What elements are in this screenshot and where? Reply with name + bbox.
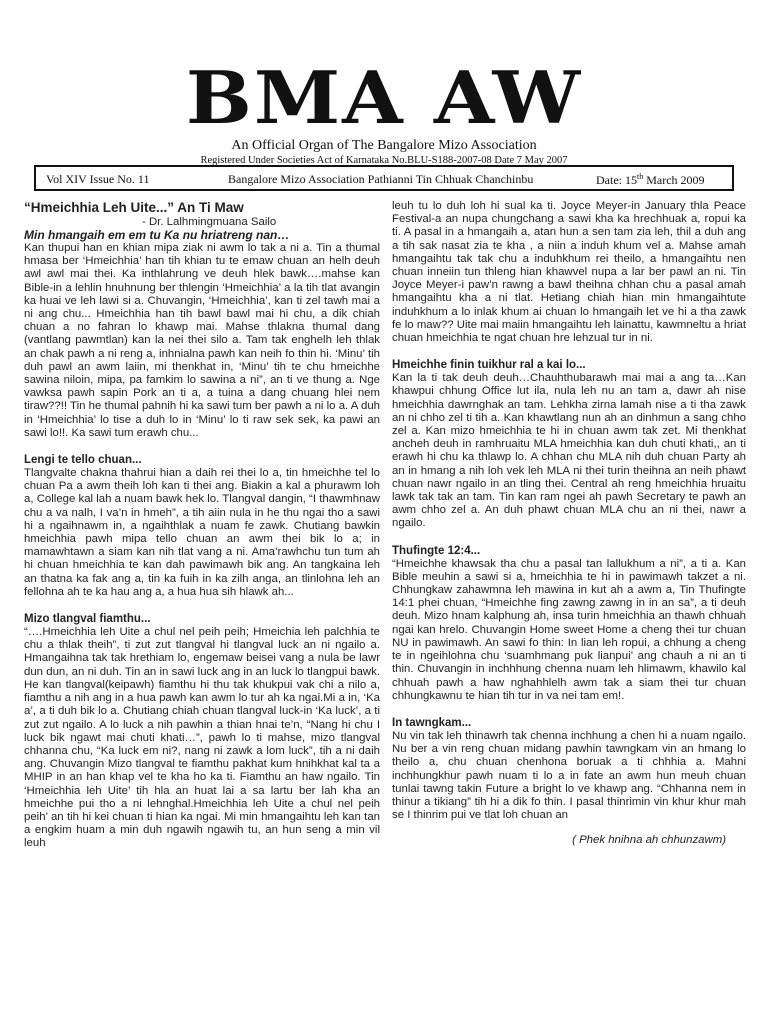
issue-date xyxy=(596,172,705,188)
section-heading: In tawngkam... xyxy=(392,716,472,729)
volume-issue: Vol XIV Issue No. 11 xyxy=(46,172,150,186)
section-heading: Mizo tlangval fiamthu... xyxy=(24,613,151,626)
registration-line: Registered Under Societies Act of Karnataka No.BLU-S188-2007-08 Date 7 May 2007 xyxy=(200,155,568,166)
issue-date-sup: th xyxy=(637,172,644,181)
publication-description: Bangalore Mizo Association Pathianni Tin Chhuak Chanchinbu xyxy=(228,172,534,186)
newsletter-subtitle: An Official Organ of The Bangalore Mizo Association xyxy=(231,138,537,153)
section-heading: Hmeichhe finin tuikhur ral a kai lo... xyxy=(392,359,586,372)
article-column-left xyxy=(24,200,380,851)
article-paragraph: “….Hmeichhia leh Uite a chul nel peih peih; Hmeichia leh palchhia te chu a thlak theih”, ti zut zut tlangval hi tlangval luck an ni ngailo a. Hmangaihna tak tak hrethiam lo, engemaw beisei vang a nula be lawr dun dun, an ni duh. Tin an in sawi luck ang in an luck lo tlangpui bawk. He kan tlangval(keipawh) fiamthu hi thu tak khukpui vak chi a nilo a, fiamthu a nih ang in a hua pawh kan awm lo tur ah ka ngai.Mi a in, ‘Ka a’, a ti duh bik lo a. Chutiang chiah chuan tlangval luck-in ‘Ka luck’, a ti zut zut ngailo. A lo luck a nih pawhin a thian hnai te’n, “Nang hi chu I luck bik ngawt mai chuti khati…”, pawh lo ti mahse, mizo tlangval chhanna chu, “Ka luck em ni?, nang ni zawk a lom luck”, tih a ni daih ang. Chuvangin Mizo tlangval te fiamthu pakhat kum hnihkhat kal ta a MHIP in an han khap vel te kha ho ka ti. Fiamthu an haw ngailo. Tin ‘Hmeichhia leh Uite’ tih hla an huat lai a sa lartu ber lah kha an hmeichhe pui tho a ni lehnghal.Hmeichhia leh Uite a chul nel peih peih’ an tih hi kei chuan ti hian ka ngai. Mi min hmangaihtu leh kan tan a engkim huam a min duh ngawih ngawih tu, an hun seng a min vil leuh xyxy=(24,626,380,850)
continued-note: ( Phek hnihna ah chhunzawm) xyxy=(572,834,726,847)
article-column-right xyxy=(392,200,746,848)
issue-info-bar xyxy=(34,165,734,191)
article-paragraph: Tlangvalte chakna thahrui hian a daih rei thei lo a, tin hmeichhe tel lo chuan Pa a awm theih loh kan ti thei ang. Biakin a kal a phurawm loh a, College kal lah a nuam bawk hek lo. Tlangval dangin, “I thawmhnaw chu a va nalh, I va’n in hmeh”, a tih aiin nula in he thu ngai tho a sawi hi a ngaihnawm in, a ngaihthlak a nuam fe zawk. Chutiang bawkin hmeichhia pawh mipa tello chuan an awm thei bik lo a; in mamawhtawn a siam kan nih tlat vang a ni. Ama’rawhchu tun tum ah hi chuan hmeichhia te kan dah pawimawh bik ang. An tangkaina leh an thatna ka fak ang a, tin ka fuih in ka zilh anga, an tlinlohna leh an fellohna ah te ka hau ang a, a hua hua sih hlawk ah... xyxy=(24,467,380,598)
article-lede: Min hmangaih em em tu Ka nu hriatreng nan… xyxy=(24,228,290,242)
article-paragraph: “Hmeichhe khawsak tha chu a pasal tan lallukhum a ni”, a ti a. Kan Bible meuhin a sawi si a, hmeichhia te hi in pawimawh takzet a ni. Chhungkaw zahawmna leh mawina in kut ah a awm a, Tin Thufingte 14:1 phei chuan, “Hmeichhe fing zawng zawng in in an sa”, a ti deuh deuh. Mizo hnam kalphung ah, insa turin hmeichhia an thawh chhuah ngai kan hrelo. Chuvangin Home sweet Home a cheng thei tur chuan NU in pawimawh. An sawi fo thin: In lian leh ropui, a chhung a cheng te in ngeihlohna chu ‘suamhmang puk lianpui’ ang chauh a ni an ti thin. Chuvangin in inchhhung chenna nuam leh hlimawm, khawilo kal chhuah pawh a haw nghahhlelh awm tak a siam thei tur chuan chhungkawnu te hian tih tur in va nei tam em!. xyxy=(392,557,746,702)
article-title: “Hmeichhia Leh Uite...” An Ti Maw xyxy=(24,200,244,215)
article-paragraph: leuh tu lo duh loh hi sual ka ti. Joyce Meyer-in January thla Peace Festival-a an nupa chungchang a sawi kha ka hrechhuak a, ropui ka ti. A pasal in a hmangaih a, atan hun a sen tam zia leh, thil a duh ang a tih sak nasat zia te kha , a niin a induh khum vel a. Mahse amah hmangaihtu tak tak chu a induhkhum rei theilo, a hmangaihtu nen chuan inneiin tun thleng hian khawvel nupa a lar ber pawl an ni. Tin Joyce Meyer-i paw’n rawng a bawl theihna chhan chu a pasal amah hmangaihtu kha a ni tlat. Hetiang chiah hian min hmangaihtute induhkhum a lo inlak khum ai chuan lo hmangaih let ve hi a tha zawk fe lo maw?? Uite mai maiin hmangaihtu leh lainattu, kawmneltu a hriat chuan hmeichhia te ngat chuan hre lehzual tur in ni. xyxy=(392,200,746,345)
article-paragraph: Kan la ti tak deuh deuh…Chauhthubarawh mai mai a ang ta…Kan khawpui chhung Office lut ila, nula leh nu an tam a, dawr ah nise hmeichhia dawrnghak an tam. Lehkha zirna lamah nise a ti tha zawk an ni chho zel ti tih a. Kan khawtlang nun ah an dinhmun a sang chho zel a. Kan mizo hmeichhia te hi in chuan awm tak zet. Mi thenkhat ancheh deuh in ramhruaitu MLA hmeichhia kan duh chuti khati,, an ti erawh hi chu ka thlawp lo. A chhan chu MLA nih duh chuan Party ah an in hmang a nih loh vek leh MLA ni thei turin theihna an neih phawt chuan nawr ngailo in an tling thei. Central ah reng hmeichhia hruaitu lawk tak tak an tam. Tin kan ram ngei ah pawh Secretary te pawh an awm chho zel a. An duh phawt chuan MLA chu an ni thei, nawr a ngailo. xyxy=(392,372,746,530)
issue-date-suffix: March 2009 xyxy=(643,173,705,187)
newsletter-title: BMA AW xyxy=(185,56,583,141)
article-paragraph: Kan thupui han en khian mipa ziak ni awm lo tak a ni a. Tin a thumal hmasa ber ‘Hmeichhia’ han tih khian tu te emaw chuan an helh deuh awl awl mai thei. Ka inthlahrung ve deuh hlek bawk….mahse kan Bible-in a lehlin hnuhnung ber thlengin ‘Hmeichhia’ a la tih tlat avangin ka huai ve leh lawi si a. Chuvangin, ‘Hmeichhia’, kan ti zel tawh mai a ni ang chu... Hmeichhia han tih bawl bawl mai hi chu, a dik chiah chuan a no fahran lo khawp mai. Mahse thlakna thumal dang (vantlang pawmtlan) kan la nei thei silo a. Tam tak enghelh leh thlak an chak pawh a ni reng a, inhnialna pawh kan neih fo thin hi. ‘Minu’ tih duh pawl an awm laiin, mi thenkhat in, ‘Minu’ tih te chu hmeichhe sawina niloin, mipa, pa famkim lo sawina a ni”, an ti ve thung a. Nge vawksa pawh sapin Pork an ti a, a tuina a dang chuang hlei nem tiraw??!! Tin he thumal pahnih hi ka sawi tum ber pawh a ni lo a. A duh in ‘Hmeichhia’ lo tise a duh lo in ‘Minu’ lo ti raw sek sek, ka pawi an sawi lo!!. Ka sawi tum erawh chu... xyxy=(24,242,380,439)
section-heading: Lengi te tello chuan... xyxy=(24,454,142,467)
masthead xyxy=(0,56,768,167)
article-byline: - Dr. Lalhmingmuana Sailo xyxy=(142,216,277,228)
issue-date-prefix: Date: 15 xyxy=(596,173,637,187)
article-paragraph: Nu vin tak leh thinawrh tak chenna inchhung a chen hi a nuam ngailo. Nu ber a vin reng chuan midang pawhin tawngkam vin an hmang lo theilo a, chu chuan chenhona boruak a ti chhhia a. Mahni inchhungkhur pawh nuam ti lo a in fate an awm hun meuh chuan tunlai tawng takin Future a bright lo ve khawp ang. “Chhanna nem in thinur a tikiang” tih hi a dik fo thin. I pasal thinrimin vin khur khur mah se I thinrim pui ve tlat loh chuan an xyxy=(392,729,746,822)
section-heading: Thufingte 12:4... xyxy=(392,544,481,557)
